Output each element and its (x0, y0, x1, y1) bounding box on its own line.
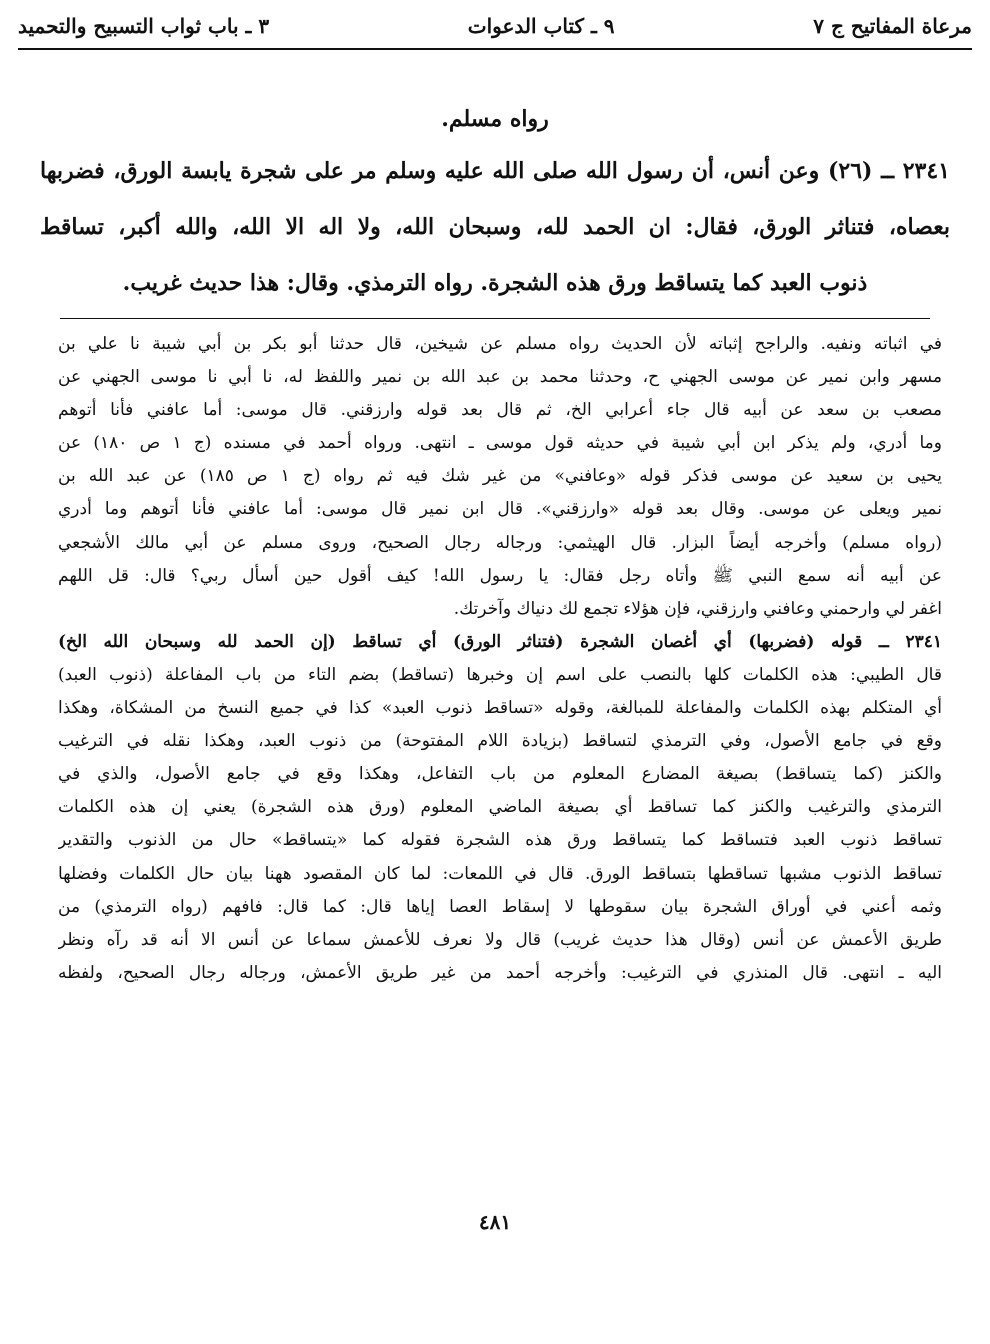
footnote-divider (60, 318, 930, 319)
header-chapter-title: ٣ ـ باب ثواب التسبيح والتحميد (18, 14, 270, 38)
commentary-line: مسهر وابن نمير عن موسى الجهني ح، وحدثنا محمد بن عبد الله بن نمير واللفظ له، نا أبي نا موسى الجهني عن (58, 367, 942, 388)
running-header (18, 8, 972, 44)
hadith-line: ذنوب العبد كما يتساقط ورق هذه الشجرة. رواه الترمذي. وقال: هذا حديث غريب. (122, 270, 868, 296)
commentary-line: ٢٣٤١ ــ قوله (فضربها) أي أغصان الشجرة (فتناثر الورق) أي تساقط (إن الحمد لله وسبحان الله الخ) (58, 631, 942, 652)
commentary-line: أي المتكلم بهذه الكلمات والمفاعلة للمبالغة، وقوله «تساقط ذنوب العبد» كذا في جميع النسخ من المشكاة، وهكذا (58, 698, 942, 719)
hadith-text (40, 95, 950, 311)
commentary-line: قال الطيبي: هذه الكلمات كلها بالنصب على اسم إن وخبرها (تساقط) بضم التاء من باب المفاعلة (ذنوب العبد) (58, 664, 942, 685)
commentary-line: والكنز (كما يتساقط) بصيغة المضارع المعلوم من باب التفاعل، وهكذا وقع في جامع الأصول، والذي في (58, 764, 942, 785)
hadith-line: رواه مسلم. (441, 106, 549, 132)
commentary-line: عن أبيه أنه سمع النبي ﷺ وأتاه رجل فقال: يا رسول الله! كيف أقول حين أسأل ربي؟ قال: قل اللهم (58, 565, 942, 586)
commentary-line: اغفر لي وارحمني وعافني وارزقني، فإن هؤلاء تجمع لك دنياك وآخرتك. (453, 598, 942, 619)
commentary-line: وقع في جامع الأصول، وفي الترمذي لتساقط (بزيادة اللام المفتوحة) من ذنوب العبد، وهكذا نقله في الترغيب (58, 731, 942, 752)
header-book-title: ٩ ـ كتاب الدعوات (467, 14, 615, 38)
header-book-volume: مرعاة المفاتيح ج ٧ (813, 14, 972, 38)
hadith-line: بعصاه، فتناثر الورق، فقال: ان الحمد لله، وسبحان الله، ولا اله الا الله، والله أكبر، تساقط (40, 214, 950, 240)
hadith-line: ٢٣٤١ ــ (٢٦) وعن أنس، أن رسول الله صلى الله عليه وسلم مر على شجرة يابسة الورق، فضربها (40, 158, 950, 184)
commentary-text (58, 328, 942, 990)
commentary-line: وما أدري، ولم يذكر ابن أبي شيبة في حديثه قول موسى ـ انتهى. ورواه أحمد في مسنده (ج ١ ص ١٨٠) عن (58, 433, 942, 454)
commentary-line: يحيى بن سعيد عن موسى فذكر قوله «وعافني» من غير شك فيه ثم رواه (ج ١ ص ١٨٥) عن عبد الله بن (58, 466, 942, 487)
page-number: ٤٨١ (478, 1210, 512, 1234)
commentary-line: اليه ـ انتهى. قال المنذري في الترغيب: وأخرجه أحمد من غير طريق الأعمش، ورجاله رجال الصحيح، ولفظه (58, 962, 942, 983)
commentary-line: الترمذي والترغيب والكنز كما تساقط أي بصيغة الماضي المعلوم (ورق هذه الشجرة) يعني إن هذه الكلمات (58, 797, 942, 818)
commentary-line: نمير ويعلى عن موسى. وقال بعد قوله «وارزقني». قال ابن نمير قال موسى: أما عافني فأنا أتوهم وما أدري (58, 499, 942, 520)
commentary-line: (رواه مسلم) وأخرجه أيضاً البزار. قال الهيثمي: ورجاله رجال الصحيح، وروى مسلم عن أبي مالك الأشجعي (58, 532, 942, 553)
commentary-line: مصعب بن سعد عن أبيه قال جاء أعرابي الخ، ثم قال بعد قوله وارزقني. قال موسى: أما عافني فأنا أتوهم (58, 400, 942, 421)
commentary-line: وثمه أعني في أوراق الشجرة بيان سقوطها لا إسقاط العصا إياها قال: كما قال: فافهم (رواه الترمذي) من (58, 896, 942, 917)
commentary-line: تساقط الذنوب مشبها تساقطها بتساقط الورق. قال في اللمعات: لما كان المقصود ههنا بيان حال الكلمات وفضلها (58, 863, 942, 884)
commentary-line: في اثباته ونفيه. والراجح إثباته لأن الحديث رواه مسلم عن شيخين، قال حدثنا أبو بكر بن أبي شيبة نا علي بن (58, 334, 942, 354)
commentary-line: طريق الأعمش عن أنس (وقال هذا حديث غريب) قال ولا نعرف للأعمش سماعا عن أنس الا أنه قد رآه ونظر (58, 929, 942, 950)
header-divider (18, 48, 972, 50)
commentary-line: تساقط ذنوب العبد فتساقط كما يتساقط ورق هذه الشجرة فقوله كما «يتساقط» حال من الذنوب والتقدير (58, 830, 942, 851)
